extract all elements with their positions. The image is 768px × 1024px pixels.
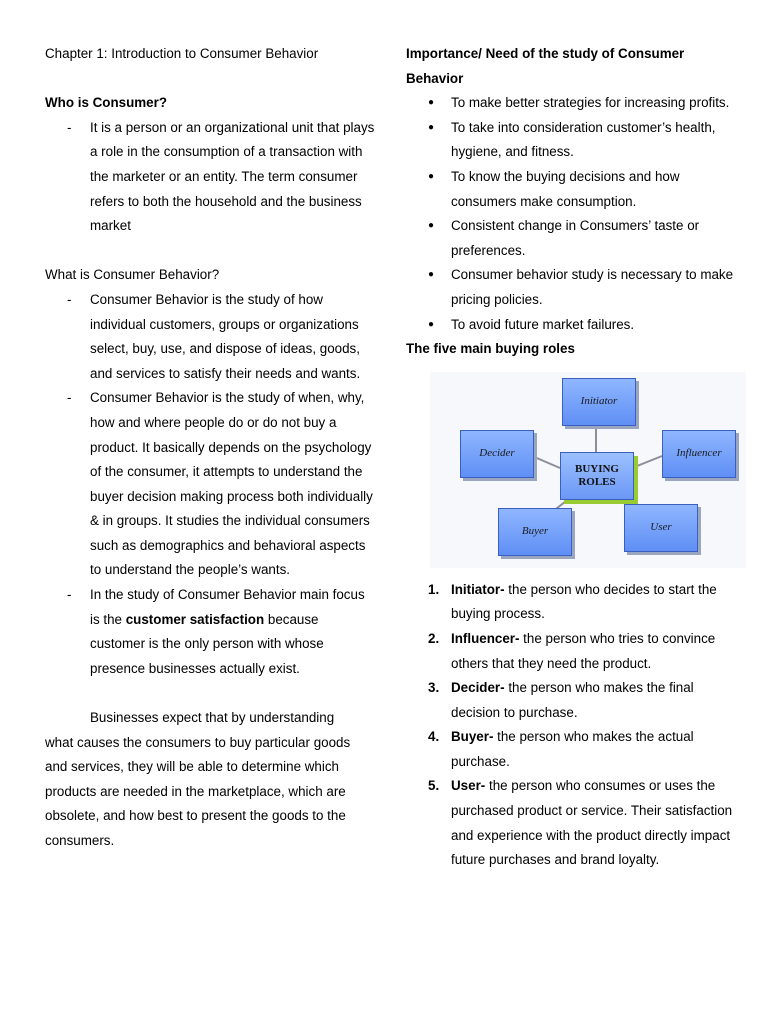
spacer <box>45 67 375 92</box>
list-item: - Consumer Behavior is the study of when, why, how and where people do or do not buy a product. It basically depends on the psychology of the consumer, it attempts to understand the buyer decision making process both individually & in groups. It studies the individual consumers such as demographics and behavioral aspects to understand the people’s wants. <box>45 386 375 583</box>
center-line-2: ROLES <box>578 475 616 488</box>
spacer <box>45 681 375 706</box>
list-item: ● To take into consideration customer’s health, hygiene, and fitness. <box>406 116 736 165</box>
spacer <box>45 239 375 264</box>
list-item <box>406 774 736 872</box>
role-term: Buyer- <box>451 729 494 745</box>
paragraph-body: what causes the consumers to buy particular goods and services, they will be able to determine which products are needed in the marketplace, which are obsolete, and how best to present the goods to the consumers. <box>45 734 351 848</box>
item-bold-text: customer satisfaction <box>125 611 265 627</box>
paragraph-first-line: Businesses expect that by understanding <box>90 710 335 726</box>
right-column <box>406 42 736 873</box>
list-item: ● To make better strategies for increasing profits. <box>406 91 736 116</box>
initiator-box: Initiator <box>562 378 636 426</box>
item-text: because customer is the only person with whose presence businesses actually exist. <box>90 611 324 676</box>
list-item: ● To know the buying decisions and how consumers make consumption. <box>406 165 736 214</box>
who-list <box>45 116 375 239</box>
importance-list <box>406 91 736 337</box>
role-desc: the person who decides to start the buying process. <box>451 581 717 622</box>
influencer-box: Influencer <box>662 430 736 478</box>
item-number: 4. <box>428 729 440 745</box>
list-item: - Consumer Behavior is the study of how individual customers, groups or organizations select, buy, use, and dispose of ideas, goods, and services to satisfy their needs and wants. <box>45 288 375 386</box>
item-number: 2. <box>428 630 440 646</box>
left-column <box>45 42 375 854</box>
role-term: Decider- <box>451 680 505 696</box>
list-item <box>406 578 736 627</box>
buyer-box: Buyer <box>498 508 572 556</box>
role-desc: the person who consumes or uses the purchased product or service. Their satisfaction and experience with the product directly impact future purchases and brand loyalty. <box>451 778 733 868</box>
buying-roles-center <box>560 452 634 500</box>
what-heading: What is Consumer Behavior? <box>45 267 220 283</box>
item-text: In the study of Consumer Behavior main focus is the <box>90 587 365 627</box>
role-term: Initiator- <box>451 581 505 597</box>
who-heading: Who is Consumer? <box>45 95 168 111</box>
buying-roles-diagram <box>430 372 746 568</box>
decider-box: Decider <box>460 430 534 478</box>
role-desc: the person who makes the final decision to purchase. <box>451 680 694 720</box>
list-item <box>406 627 736 676</box>
list-item: ● Consistent change in Consumers’ taste or preferences. <box>406 214 736 263</box>
item-number: 5. <box>428 778 440 794</box>
item-number: 3. <box>428 680 440 696</box>
roles-heading: The five main buying roles <box>406 341 575 357</box>
center-line-1: BUYING <box>574 462 619 475</box>
list-item: - It is a person or an organizational unit that plays a role in the consumption of a transaction with the marketer or an entity. The term consumer refers to both the household and the business market <box>45 116 375 239</box>
list-item: ● Consumer behavior study is necessary to make pricing policies. <box>406 263 736 312</box>
role-term: User- <box>451 778 486 794</box>
chapter-title: Chapter 1: Introduction to Consumer Behavior <box>45 46 319 61</box>
list-item <box>406 676 736 725</box>
list-item: ● To avoid future market failures. <box>406 313 736 338</box>
importance-heading: Importance/ Need of the study of Consumer Behavior <box>406 46 685 86</box>
what-list <box>45 288 375 682</box>
list-item <box>45 583 375 681</box>
role-desc: the person who makes the actual purchase. <box>451 729 694 769</box>
user-box: User <box>624 504 698 552</box>
list-item <box>406 725 736 774</box>
item-number: 1. <box>428 581 440 597</box>
role-desc: the person who tries to convince others that they need the product. <box>451 630 716 671</box>
roles-list <box>406 578 736 873</box>
role-term: Influencer- <box>451 630 520 646</box>
